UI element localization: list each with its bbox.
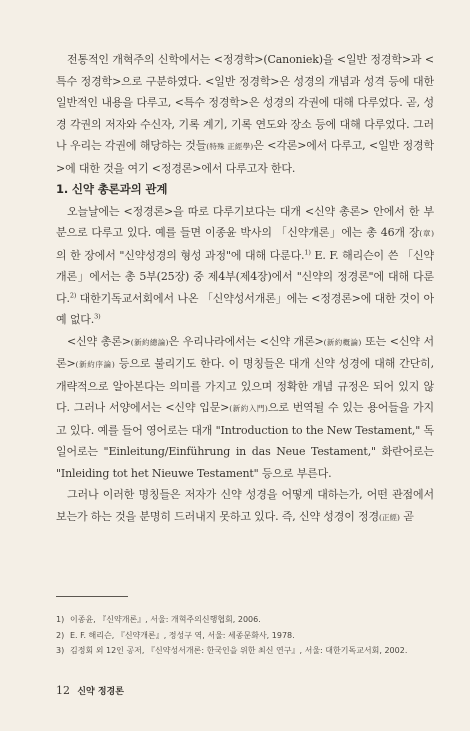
footnote	[56, 628, 446, 644]
footnotes	[56, 612, 446, 659]
footnote	[56, 612, 446, 628]
page-footer	[56, 684, 124, 697]
running-title: 신약 정경론	[77, 687, 124, 697]
paragraph-text: E. F. 해리슨이 쓴 「신약개론」에서는 총 5부(25장) 중 제4부(제4장)에서 "신약의 정경론"에 대해 다룬다.	[56, 248, 434, 305]
paragraph-text: 은 <각론>에서 다루고, <일반 정경학>에 대한 것을 여기 <정경론>에서 다루고자 한다.	[56, 139, 435, 175]
paragraph	[56, 331, 434, 485]
paragraph-text: 그러나 이러한 명칭들은 저자가 신약 성경을 어떻게 대하는가, 어떤 관점에서 보는가 하는 것을 분명히 드러내지 못하고 있다. 즉, 신약 성경이 정경	[56, 488, 434, 523]
hanja-gloss: (特殊 正經學)	[206, 142, 254, 151]
body-text	[56, 49, 434, 528]
paragraph-text: 대한기독교서회에서 나온 「신약성서개론」에는 <정경론>에 대한 것이 아예 없다.	[56, 291, 434, 326]
footnote-number: 3)	[56, 646, 65, 655]
paragraph-text: 으로 번역될 수 있는 용어들을 가지고 있다. 예를 들어 영어로는 대개 "Introduction to the New Testament," 독일어로는 "Einleitung/Einführung in das Neue Testament," 화란어로는 "Inleiding tot het Nieuwe Testament" 등으로 부른다.	[56, 401, 434, 480]
hanja-gloss: (正經)	[379, 512, 400, 522]
footnote-divider	[56, 596, 128, 597]
paragraph	[56, 201, 434, 331]
hanja-gloss: (新約序論)	[75, 360, 115, 369]
footnote-ref[interactable]: 3)	[94, 312, 101, 321]
section-heading: 1. 신약 총론과의 관계	[56, 182, 168, 196]
footnote	[56, 643, 446, 659]
footnote-number: 1)	[56, 615, 65, 624]
footnote-text: 김정회 외 12인 공저, 『신약성서개론: 한국인을 위한 최신 연구』, 서울: 대한기독교서회, 2002.	[70, 646, 408, 655]
paragraph-text: 등으로 불리기도 한다. 이 명칭들은 대개 신약 성경에 대해 간단히, 개략적으로 알아본다는 의미를 가지고 있으며 정확한 개념 규정은 되어 있지 않다. 그러나 서양에서는 <신약 입문>	[56, 357, 434, 414]
page-number: 12	[56, 684, 70, 697]
footnote-ref[interactable]: 1)	[304, 247, 311, 256]
hanja-gloss: (新約槪論)	[323, 337, 362, 347]
footnote-number: 2)	[56, 630, 65, 640]
paragraph-text: 의 한 장에서 "신약성경의 형성 과정"에 대해 다룬다.	[56, 248, 305, 262]
paragraph-text: 전통적인 개혁주의 신학에서는 <정경학>(Canoniek)을 <일반 정경학>과 <특수 정경학>으로 구분하였다. <일반 정경학>은 성경의 개념과 성격 등에 대한 일반적인 내용을 다루고, <특수 정경학>은 성경의 각권에 대해 다루었다. 곧, 성경 각권의 저자와 수신자, 기록 계기, 기록 연도와 장소 등에 대해 다루었다. 그러나 우리는 각권에 해당하는 것들	[56, 53, 434, 152]
paragraph	[56, 484, 434, 528]
paragraph-text: 오늘날에는 <정경론>을 따로 다루기보다는 대개 <신약 총론> 안에서 한 부분으로 다루고 있다. 예를 들면 이종윤 박사의 「신약개론」에는 총 46개 장	[56, 204, 434, 239]
paragraph-text: 또는 <신약 서론>	[56, 334, 434, 370]
footnote-text: 이종윤, 『신약개론』, 서울: 개혁주의신행협회, 2006.	[70, 615, 261, 624]
paragraph-text: 곧	[399, 509, 414, 523]
footnote-text: E. F. 해리슨, 『신약개론』, 정성구 역, 서울: 세종문화사, 1978.	[70, 630, 295, 640]
hanja-gloss: (新約入門)	[229, 404, 268, 413]
paragraph	[56, 49, 434, 179]
paragraph-text: 은 우리나라에서는 <신약 개론>	[168, 334, 324, 348]
paragraph-text: <신약 총론>	[67, 334, 131, 348]
footnote-ref[interactable]: 2)	[69, 290, 77, 299]
hanja-gloss: (章)	[419, 229, 435, 238]
hanja-gloss: (新約總論)	[130, 337, 169, 347]
